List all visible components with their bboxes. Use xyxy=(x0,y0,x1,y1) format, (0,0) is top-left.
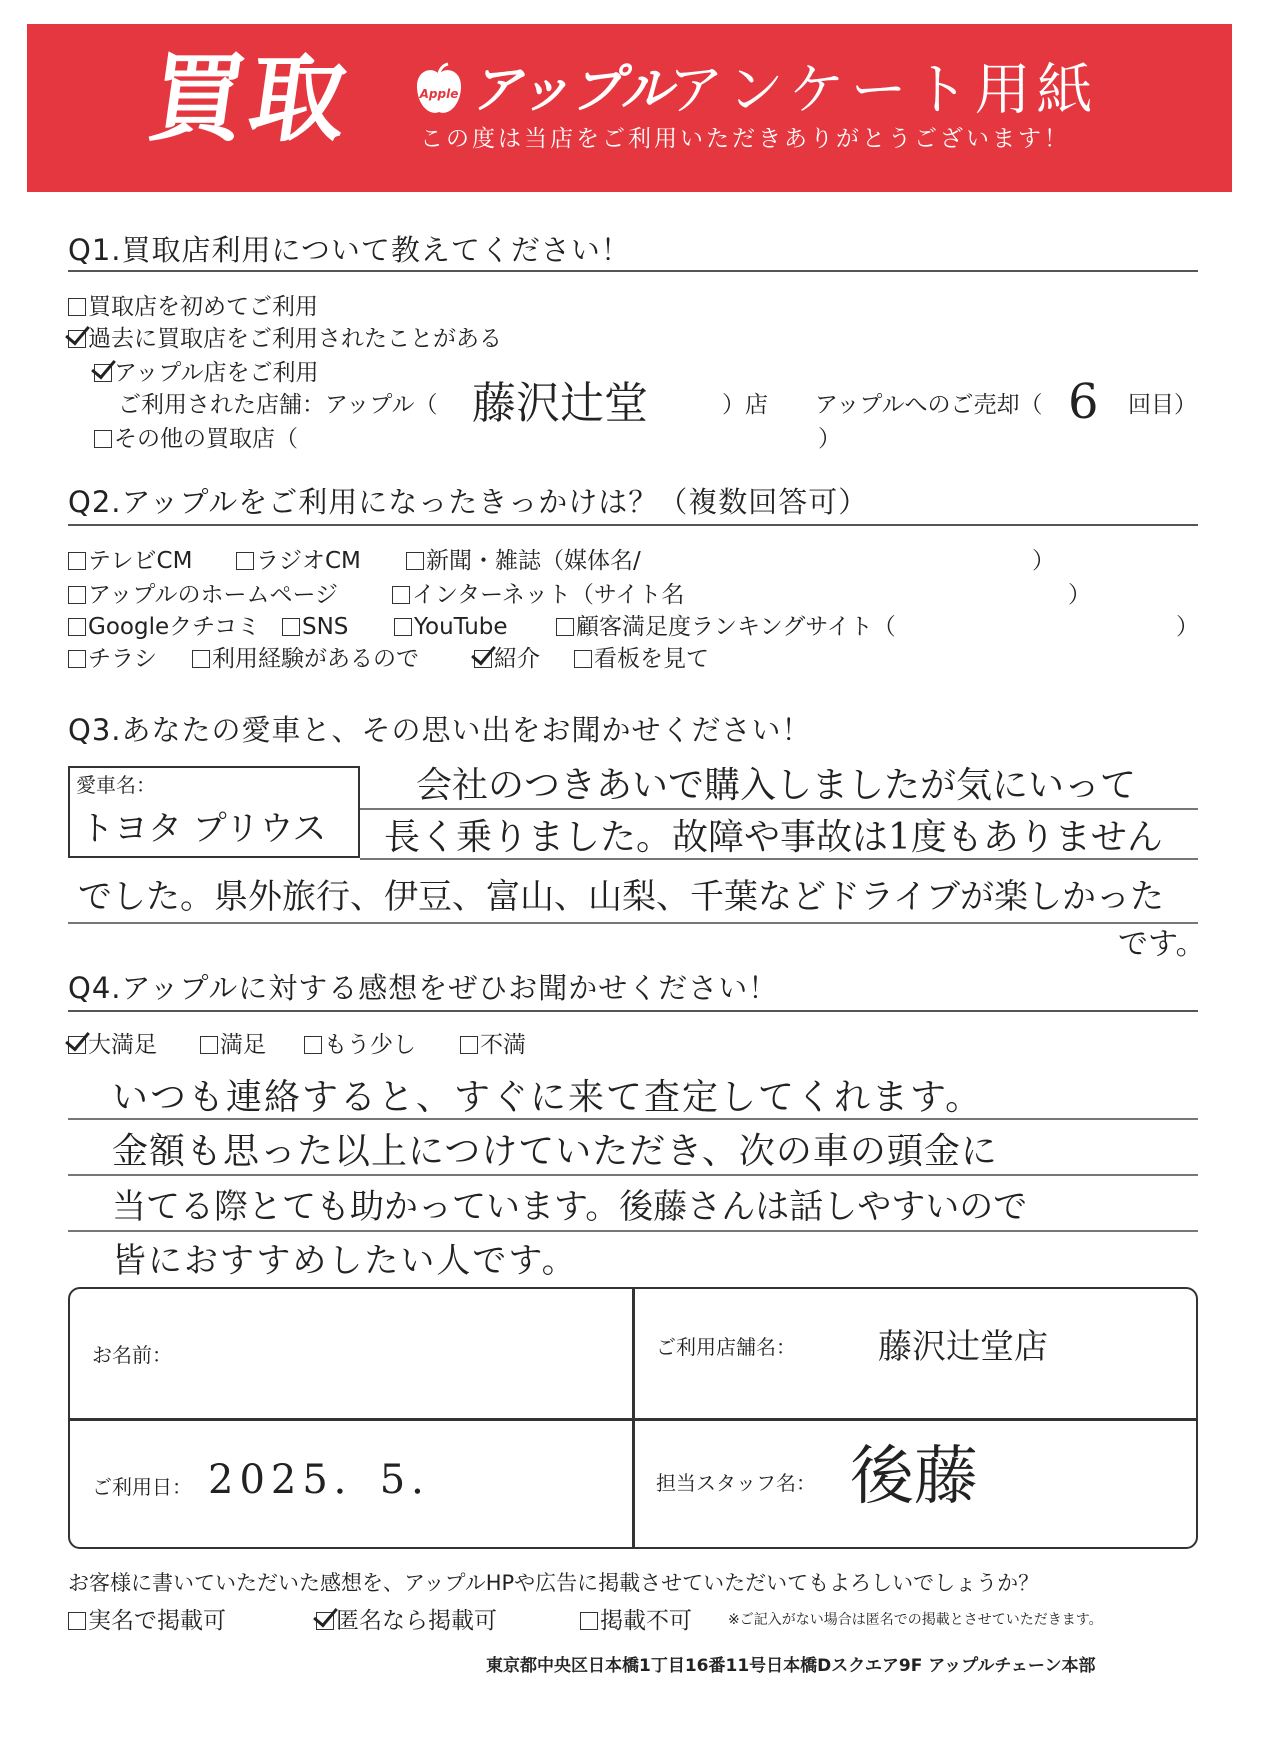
q4-option-a-bit-more[interactable] xyxy=(304,1030,416,1060)
q2-option-radio[interactable] xyxy=(236,546,361,576)
q1-option-first[interactable] xyxy=(68,292,318,322)
checkbox-icon[interactable] xyxy=(200,1036,218,1054)
date-value[interactable]: 2025．5． xyxy=(208,1457,458,1503)
q1-option-other-label: その他の買取店（ xyxy=(114,426,298,452)
name-label: お名前： xyxy=(92,1343,172,1367)
kaitori-logo-text: 買取 xyxy=(142,43,358,155)
q4-comment-line-1[interactable]: いつも連絡すると、すぐに来て査定してくれます。 xyxy=(112,1077,984,1118)
checkbox-icon[interactable] xyxy=(68,618,86,636)
sheet-title: アンケート用紙 xyxy=(668,58,1099,123)
q4-ruled-line xyxy=(68,1230,1198,1232)
q2-option-signboard-label: 看板を見て xyxy=(594,646,709,672)
q4-comment-line-3[interactable]: 当てる際とても助かっています。後藤さんは話しやすいので xyxy=(112,1187,1028,1227)
q1-title: Q1.買取店利用について教えてください！ xyxy=(68,233,631,267)
q2-option-experience-label: 利用経験があるので xyxy=(212,646,419,672)
checkbox-icon[interactable] xyxy=(192,650,210,668)
consent-anonymous-label: 匿名なら掲載可 xyxy=(336,1608,497,1634)
checkbox-checked-icon[interactable] xyxy=(68,1036,86,1054)
q1-sales-value: 6 xyxy=(1068,374,1099,430)
q2-option-google[interactable] xyxy=(68,612,260,642)
consent-not-allowed-label: 掲載不可 xyxy=(600,1608,692,1634)
q1-option-first-label: 買取店を初めてご利用 xyxy=(88,294,318,320)
q4-option-very-satisfied[interactable] xyxy=(68,1030,157,1060)
q2-ranking-close: ） xyxy=(1176,614,1199,640)
date-label: ご利用日： xyxy=(92,1475,192,1499)
q2-option-ranking-label: 顧客満足度ランキングサイト（ xyxy=(576,614,896,640)
brand-name: アップル xyxy=(470,60,673,120)
q2-option-sns-label: SNS xyxy=(302,614,349,640)
q2-option-referral-label: 紹介 xyxy=(494,646,540,672)
q3-ruled-line xyxy=(68,922,1198,924)
consent-question: お客様に書いていただいた感想を、アップルHPや広告に掲載させていただいてもよろしいでしょうか？ xyxy=(68,1571,1040,1595)
checkbox-checked-icon[interactable] xyxy=(94,364,112,382)
q4-divider xyxy=(68,1010,1198,1012)
checkbox-icon[interactable] xyxy=(406,552,424,570)
apple-logo-text: Apple xyxy=(419,87,459,101)
checkbox-icon[interactable] xyxy=(68,1612,86,1630)
q2-option-radio-label: ラジオCM xyxy=(256,548,361,574)
q2-option-tv[interactable] xyxy=(68,546,192,576)
q4-option-a-bit-more-label: もう少し xyxy=(324,1032,416,1058)
q2-option-experience[interactable] xyxy=(192,644,419,674)
q3-memory-line-2[interactable]: 長く乗りました。故障や事故は1度もありません xyxy=(384,817,1163,858)
checkbox-icon[interactable] xyxy=(304,1036,322,1054)
q1-option-apple[interactable] xyxy=(94,358,318,388)
car-name-label: 愛車名： xyxy=(76,773,156,797)
checkbox-icon[interactable] xyxy=(556,618,574,636)
q2-option-flyer[interactable] xyxy=(68,644,157,674)
q2-option-homepage-label: アップルのホームページ xyxy=(88,582,339,608)
checkbox-icon[interactable] xyxy=(68,552,86,570)
checkbox-icon[interactable] xyxy=(236,552,254,570)
car-name-value[interactable]: トヨタ プリウス xyxy=(80,809,327,849)
store-name-label: ご利用店舗名： xyxy=(656,1335,796,1359)
consent-real-name-label: 実名で掲載可 xyxy=(88,1608,226,1634)
q2-option-signboard[interactable] xyxy=(574,644,709,674)
q4-comment-line-2[interactable]: 金額も思った以上につけていただき、次の車の頭金に xyxy=(112,1131,998,1172)
checkbox-icon[interactable] xyxy=(68,586,86,604)
checkbox-checked-icon[interactable] xyxy=(474,650,492,668)
q1-divider xyxy=(68,270,1198,272)
q4-option-very-satisfied-label: 大満足 xyxy=(88,1032,157,1058)
consent-not-allowed[interactable] xyxy=(580,1606,692,1636)
q2-title: Q2.アップルをご利用になったきっかけは？（複数回答可） xyxy=(68,485,869,519)
q2-divider xyxy=(68,524,1198,526)
info-table-horizontal-divider xyxy=(68,1418,1198,1421)
q2-option-flyer-label: チラシ xyxy=(88,646,157,672)
q1-store-label: ご利用された店舗：アップル（ xyxy=(118,392,438,418)
q2-option-tv-label: テレビCM xyxy=(88,548,193,574)
q2-option-referral[interactable] xyxy=(474,644,540,674)
q2-option-internet[interactable] xyxy=(392,580,684,610)
q1-option-past[interactable] xyxy=(68,324,502,354)
checkbox-checked-icon[interactable] xyxy=(68,330,86,348)
consent-note: ※ご記入がない場合は匿名での掲載とさせていただきます。 xyxy=(728,1612,1103,1628)
q4-option-satisfied[interactable] xyxy=(200,1030,266,1060)
q2-option-google-label: Googleクチコミ xyxy=(88,614,261,640)
q2-option-newspaper[interactable] xyxy=(406,546,641,576)
q1-sales-label: アップルへのご売却（ xyxy=(815,392,1043,418)
consent-anonymous[interactable] xyxy=(316,1606,497,1636)
q1-option-apple-label: アップル店をご利用 xyxy=(114,360,319,386)
q1-store-value: 藤沢辻堂 xyxy=(472,378,648,429)
checkbox-checked-icon[interactable] xyxy=(316,1612,334,1630)
staff-value[interactable]: 後藤 xyxy=(850,1440,978,1514)
q3-memory-line-4[interactable]: です。 xyxy=(1118,927,1206,962)
checkbox-icon[interactable] xyxy=(392,586,410,604)
checkbox-icon[interactable] xyxy=(94,430,112,448)
q2-option-sns[interactable] xyxy=(282,612,348,642)
q1-other-close: ） xyxy=(818,426,841,452)
q2-internet-close: ） xyxy=(1068,582,1091,608)
staff-label: 担当スタッフ名： xyxy=(656,1471,816,1495)
q2-option-internet-label: インターネット（サイト名 xyxy=(412,582,685,608)
store-name-value[interactable]: 藤沢辻堂店 xyxy=(878,1327,1048,1367)
checkbox-icon[interactable] xyxy=(574,650,592,668)
checkbox-icon[interactable] xyxy=(68,650,86,668)
consent-real-name[interactable] xyxy=(68,1606,226,1636)
checkbox-icon[interactable] xyxy=(460,1036,478,1054)
checkbox-icon[interactable] xyxy=(580,1612,598,1630)
q2-option-newspaper-label: 新聞・雑誌（媒体名/ xyxy=(426,548,641,574)
q4-option-dissatisfied-label: 不満 xyxy=(480,1032,526,1058)
q4-ruled-line xyxy=(68,1174,1198,1176)
checkbox-icon[interactable] xyxy=(68,298,86,316)
q3-memory-line-1[interactable]: 会社のつきあいで購入しましたが気にいって xyxy=(416,765,1137,806)
q2-option-youtube-label: YouTube xyxy=(414,614,508,640)
q2-newspaper-close: ） xyxy=(1032,548,1055,574)
q1-sales-suffix: 回目） xyxy=(1128,392,1197,418)
q2-option-youtube[interactable] xyxy=(394,612,508,642)
q2-option-homepage[interactable] xyxy=(68,580,338,610)
thanks-message: この度は当店をご利用いただきありがとうございます！ xyxy=(420,126,1070,152)
q3-memory-line-3[interactable]: でした。県外旅行、伊豆、富山、山梨、千葉などドライブが楽しかった xyxy=(78,877,1164,917)
q2-option-ranking[interactable] xyxy=(556,612,896,642)
q4-option-satisfied-label: 満足 xyxy=(220,1032,266,1058)
q4-title: Q4.アップルに対する感想をぜひお聞かせください！ xyxy=(68,971,779,1005)
checkbox-icon[interactable] xyxy=(394,618,412,636)
apple-logo-icon xyxy=(410,62,468,120)
checkbox-icon[interactable] xyxy=(282,618,300,636)
q3-ruled-line xyxy=(360,808,1198,810)
footer-address: 東京都中央区日本橋1丁目16番11号日本橋Dスクエア9F アップルチェーン本部 xyxy=(486,1656,1096,1676)
q4-comment-line-4[interactable]: 皆におすすめしたい人です。 xyxy=(112,1241,578,1281)
q1-option-past-label: 過去に買取店をご利用されたことがある xyxy=(88,326,502,352)
q1-store-suffix: ）店 xyxy=(722,392,768,418)
q1-option-other[interactable] xyxy=(94,424,298,454)
q4-option-dissatisfied[interactable] xyxy=(460,1030,526,1060)
q3-title: Q3.あなたの愛車と、その思い出をお聞かせください！ xyxy=(68,713,812,747)
